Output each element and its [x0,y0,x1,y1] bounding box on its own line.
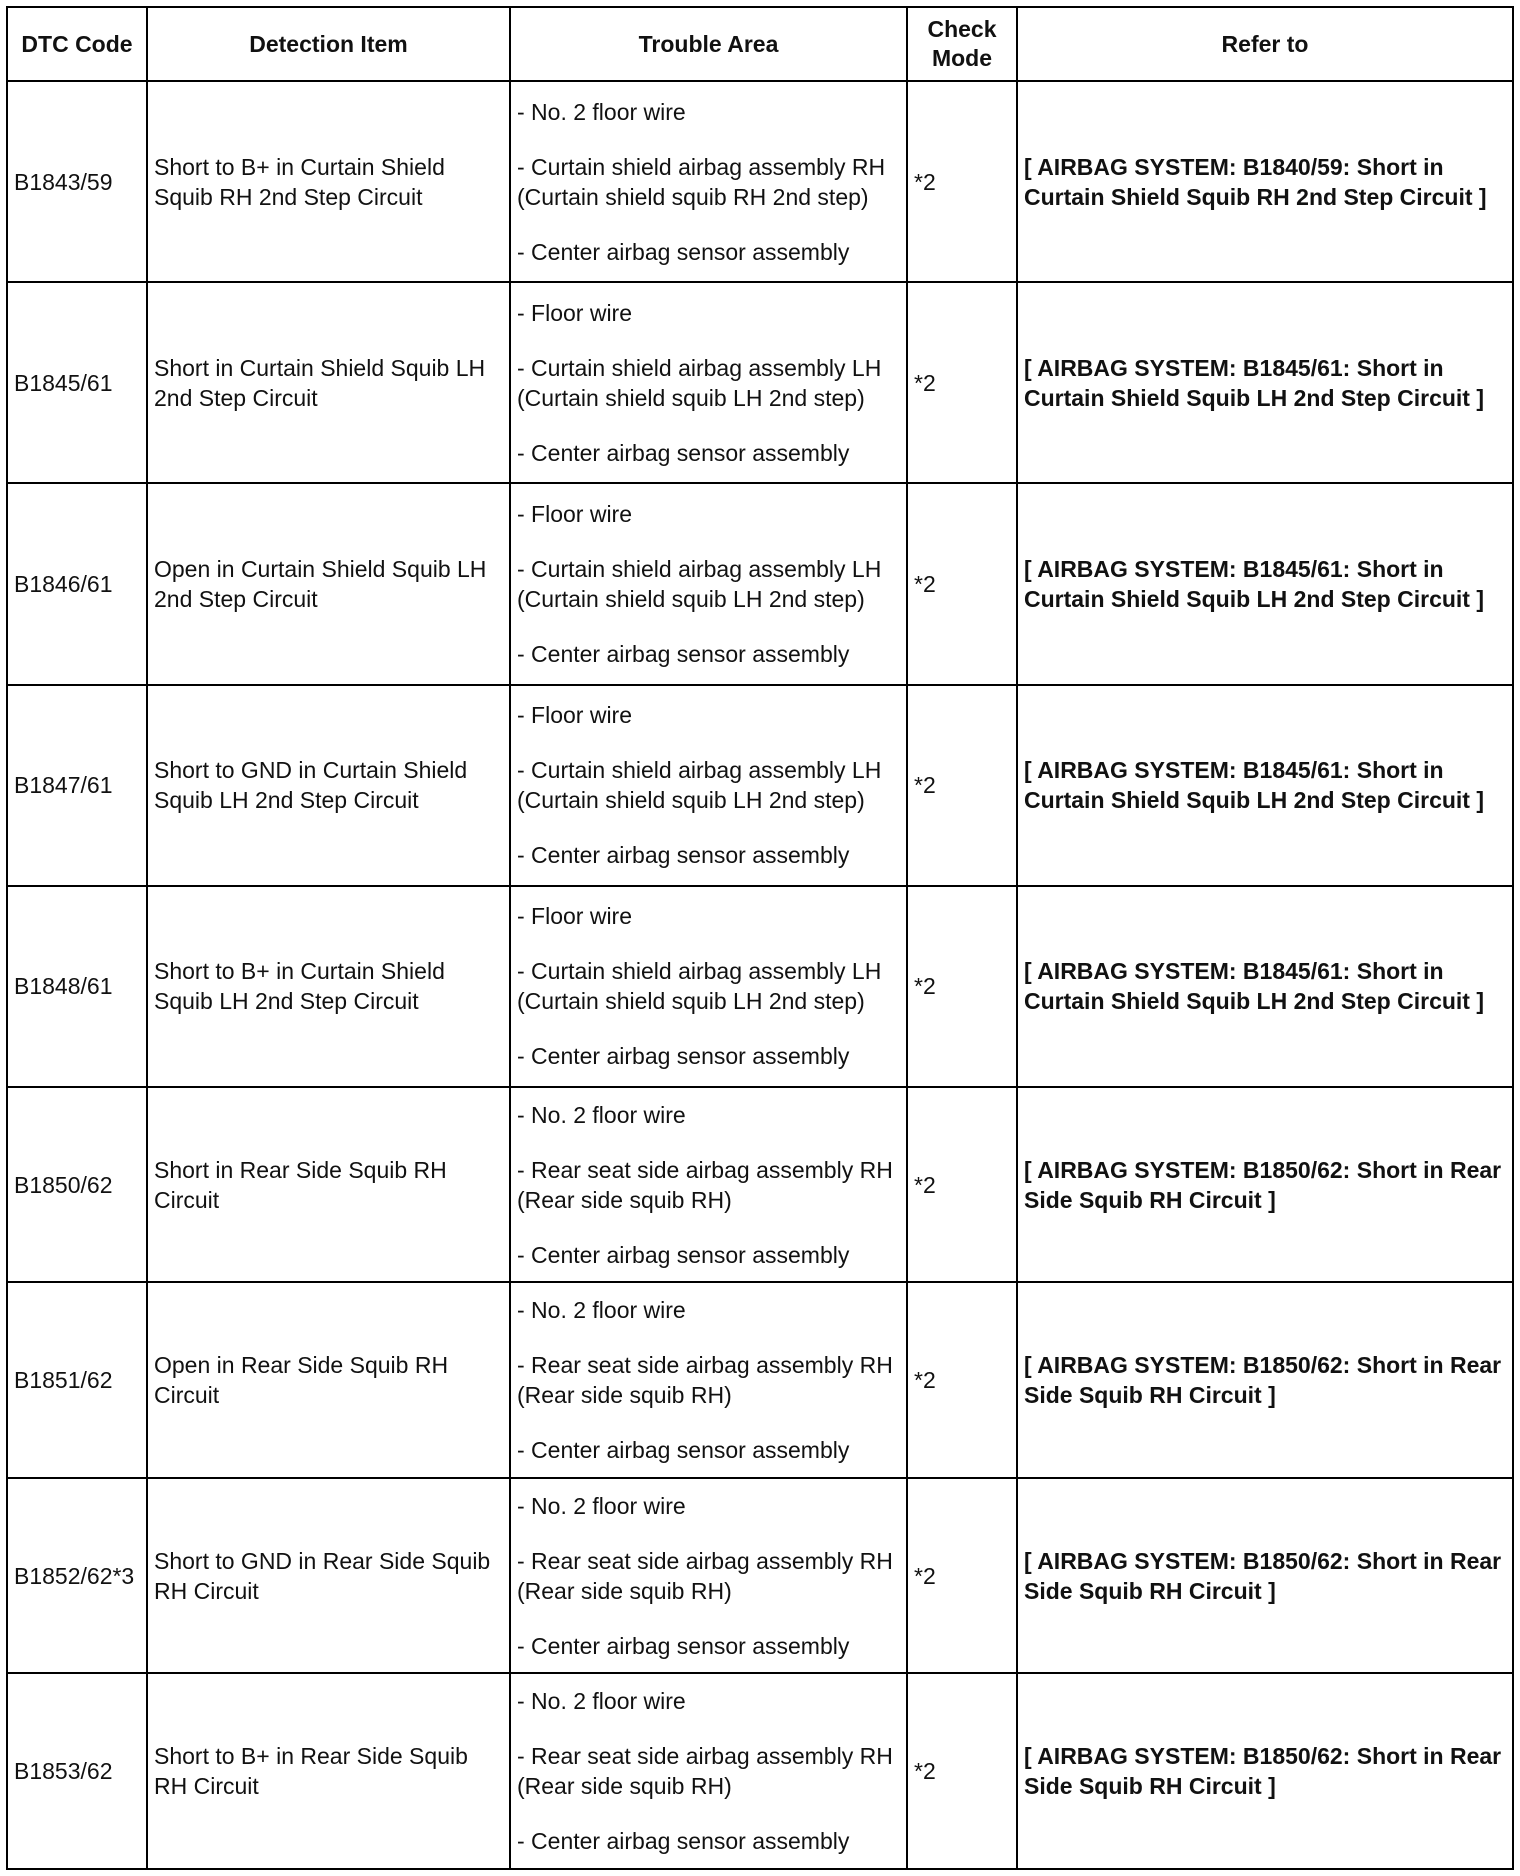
trouble-area-item: - Curtain shield airbag assembly LH (Curtain shield squib LH 2nd step) [517,354,882,411]
trouble-area-item: - Curtain shield airbag assembly LH (Curtain shield squib LH 2nd step) [517,555,882,612]
trouble-area-item: - Floor wire [517,702,633,729]
refer-to-link[interactable]: [ AIRBAG SYSTEM: B1845/61: Short in Curtain Shield Squib LH 2nd Step Circuit ] [1017,685,1513,886]
trouble-area-item: - Rear seat side airbag assembly RH (Rear side squib RH) [517,1352,893,1409]
check-mode-cell: *2 [907,1282,1017,1478]
refer-to-link[interactable]: [ AIRBAG SYSTEM: B1850/62: Short in Rear Side Squib RH Circuit ] [1017,1478,1513,1674]
table-row [7,1087,1513,1283]
refer-to-link[interactable]: [ AIRBAG SYSTEM: B1850/62: Short in Rear Side Squib RH Circuit ] [1017,1673,1513,1869]
dtc-code-cell: B1847/61 [7,685,147,886]
trouble-area-item: - Floor wire [517,500,633,527]
dtc-code-cell: B1850/62 [7,1087,147,1283]
detection-item-cell: Open in Curtain Shield Squib LH 2nd Step Circuit [147,483,510,684]
trouble-area-cell [510,1087,907,1283]
check-mode-cell: *2 [907,282,1017,483]
trouble-area-item: - Center airbag sensor assembly [517,1043,850,1070]
trouble-area-item: - No. 2 floor wire [517,1101,686,1128]
dtc-code-cell: B1845/61 [7,282,147,483]
trouble-area-cell [510,1478,907,1674]
refer-to-link[interactable]: [ AIRBAG SYSTEM: B1845/61: Short in Curtain Shield Squib LH 2nd Step Circuit ] [1017,886,1513,1087]
table-row [7,1673,1513,1869]
dtc-code-cell: B1848/61 [7,886,147,1087]
refer-to-link[interactable]: [ AIRBAG SYSTEM: B1850/62: Short in Rear Side Squib RH Circuit ] [1017,1087,1513,1283]
trouble-area-item: - Curtain shield airbag assembly LH (Curtain shield squib LH 2nd step) [517,757,882,814]
detection-item-cell: Short to GND in Rear Side Squib RH Circuit [147,1478,510,1674]
header-trouble-area: Trouble Area [510,7,907,81]
refer-to-link[interactable]: [ AIRBAG SYSTEM: B1845/61: Short in Curtain Shield Squib LH 2nd Step Circuit ] [1017,282,1513,483]
dtc-code-cell: B1843/59 [7,81,147,282]
trouble-area-cell [510,81,907,282]
trouble-area-item: - Curtain shield airbag assembly RH (Curtain shield squib RH 2nd step) [517,153,886,210]
detection-item-cell: Short to B+ in Curtain Shield Squib RH 2nd Step Circuit [147,81,510,282]
trouble-area-cell [510,886,907,1087]
detection-item-cell: Short to B+ in Rear Side Squib RH Circuit [147,1673,510,1869]
table-row [7,685,1513,886]
dtc-code-cell: B1853/62 [7,1673,147,1869]
trouble-area-item: - Floor wire [517,299,633,326]
check-mode-cell: *2 [907,1087,1017,1283]
trouble-area-item: - No. 2 floor wire [517,98,686,125]
trouble-area-item: - No. 2 floor wire [517,1688,686,1715]
trouble-area-cell [510,1673,907,1869]
table-row [7,1478,1513,1674]
trouble-area-item: - Center airbag sensor assembly [517,1437,850,1464]
header-check-mode [907,7,1017,81]
detection-item-cell: Short in Rear Side Squib RH Circuit [147,1087,510,1283]
trouble-area-cell [510,282,907,483]
header-row [7,7,1513,81]
check-mode-cell: *2 [907,1478,1017,1674]
check-mode-cell: *2 [907,483,1017,684]
trouble-area-cell [510,483,907,684]
dtc-table [6,6,1514,1870]
check-mode-cell: *2 [907,685,1017,886]
trouble-area-item: - Rear seat side airbag assembly RH (Rear side squib RH) [517,1743,893,1800]
trouble-area-item: - Floor wire [517,903,633,930]
check-mode-cell: *2 [907,1673,1017,1869]
detection-item-cell: Short in Curtain Shield Squib LH 2nd Step Circuit [147,282,510,483]
header-check-mode-line2: Mode [931,45,993,71]
trouble-area-item: - Center airbag sensor assembly [517,1632,850,1659]
trouble-area-item: - Center airbag sensor assembly [517,640,850,667]
refer-to-link[interactable]: [ AIRBAG SYSTEM: B1850/62: Short in Rear Side Squib RH Circuit ] [1017,1282,1513,1478]
trouble-area-item: - Center airbag sensor assembly [517,842,850,869]
trouble-area-item: - No. 2 floor wire [517,1492,686,1519]
detection-item-cell: Short to GND in Curtain Shield Squib LH 2nd Step Circuit [147,685,510,886]
dtc-code-cell: B1851/62 [7,1282,147,1478]
table-row [7,886,1513,1087]
refer-to-link[interactable]: [ AIRBAG SYSTEM: B1840/59: Short in Curtain Shield Squib RH 2nd Step Circuit ] [1017,81,1513,282]
trouble-area-item: - Rear seat side airbag assembly RH (Rear side squib RH) [517,1547,893,1604]
check-mode-cell: *2 [907,886,1017,1087]
table-row [7,1282,1513,1478]
dtc-code-cell: B1852/62*3 [7,1478,147,1674]
header-dtc-code: DTC Code [7,7,147,81]
detection-item-cell: Open in Rear Side Squib RH Circuit [147,1282,510,1478]
trouble-area-item: - Center airbag sensor assembly [517,238,850,265]
trouble-area-item: - Center airbag sensor assembly [517,439,850,466]
trouble-area-item: - No. 2 floor wire [517,1297,686,1324]
trouble-area-cell [510,685,907,886]
table-row [7,483,1513,684]
dtc-table-body [7,81,1513,1869]
trouble-area-item: - Center airbag sensor assembly [517,1241,850,1268]
refer-to-link[interactable]: [ AIRBAG SYSTEM: B1845/61: Short in Curtain Shield Squib LH 2nd Step Circuit ] [1017,483,1513,684]
header-detection-item: Detection Item [147,7,510,81]
detection-item-cell: Short to B+ in Curtain Shield Squib LH 2nd Step Circuit [147,886,510,1087]
table-row [7,282,1513,483]
trouble-area-cell [510,1282,907,1478]
trouble-area-item: - Rear seat side airbag assembly RH (Rear side squib RH) [517,1156,893,1213]
header-check-mode-line1: Check [927,16,997,42]
trouble-area-item: - Curtain shield airbag assembly LH (Curtain shield squib LH 2nd step) [517,958,882,1015]
trouble-area-item: - Center airbag sensor assembly [517,1828,850,1855]
check-mode-cell: *2 [907,81,1017,282]
header-refer-to: Refer to [1017,7,1513,81]
table-row [7,81,1513,282]
dtc-code-cell: B1846/61 [7,483,147,684]
